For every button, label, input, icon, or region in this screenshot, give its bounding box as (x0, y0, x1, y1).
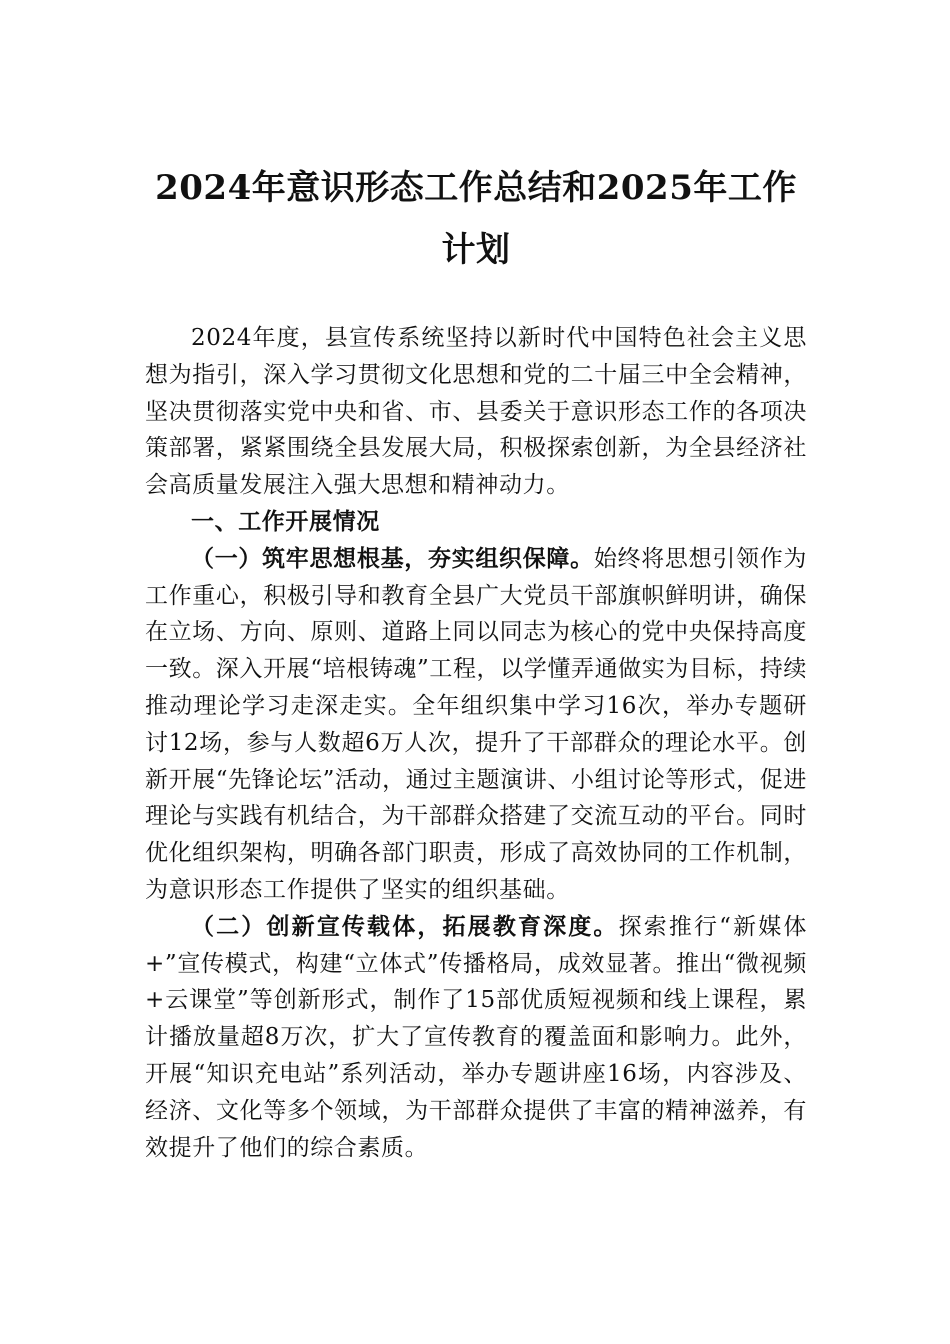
section-item-1-text: 始终将思想引领作为工作重心，积极引导和教育全县广大党员干部旗帜鲜明讲，确保在立场、方向、原则、道路上同以同志为核心的党中央保持高度一致。深入开展“培根铸魂”工程，以学懂弄通做实为目标，持续推动理论学习走深走实。全年组织集中学习16次，举办专题研讨12场，参与人数超6万人次，提升了干部群众的理论水平。创新开展“先锋论坛”活动，通过主题演讲、小组讨论等形式，促进理论与实践有机结合，为干部群众搭建了交流互动的平台。同时优化组织架构，明确各部门职责，形成了高效协同的工作机制，为意识形态工作提供了坚实的组织基础。 (145, 545, 807, 903)
section-item-2 (145, 909, 807, 1167)
section-item-2-text: 探索推行“新媒体+”宣传模式，构建“立体式”传播格局，成效显著。推出“微视频+云课堂”等创新形式，制作了15部优质短视频和线上课程，累计播放量超8万次，扩大了宣传教育的覆盖面和影响力。此外，开展“知识充电站”系列活动，举办专题讲座16场，内容涉及、经济、文化等多个领域，为干部群众提供了丰富的精神滋养，有效提升了他们的综合素质。 (145, 913, 807, 1161)
document-body (145, 320, 807, 1166)
section-heading: 一、工作开展情况 (191, 508, 380, 535)
section-item-1-lead: （一）筑牢思想根基，夯实组织保障。 (191, 544, 594, 572)
document-title: 2024年意识形态工作总结和2025年工作计划 (155, 168, 797, 270)
section-item-1 (145, 541, 807, 909)
section-item-2-lead: （二）创新宣传载体，拓展教育深度。 (191, 912, 619, 940)
intro-paragraph: 2024年度，县宣传系统坚持以新时代中国特色社会主义思想为指引，深入学习贯彻文化思想和党的二十届三中全会精神，坚决贯彻落实党中央和省、市、县委关于意识形态工作的各项决策部署，紧紧围绕全县发展大局，积极探索创新，为全县经济社会高质量发展注入强大思想和精神动力。 (145, 325, 807, 499)
